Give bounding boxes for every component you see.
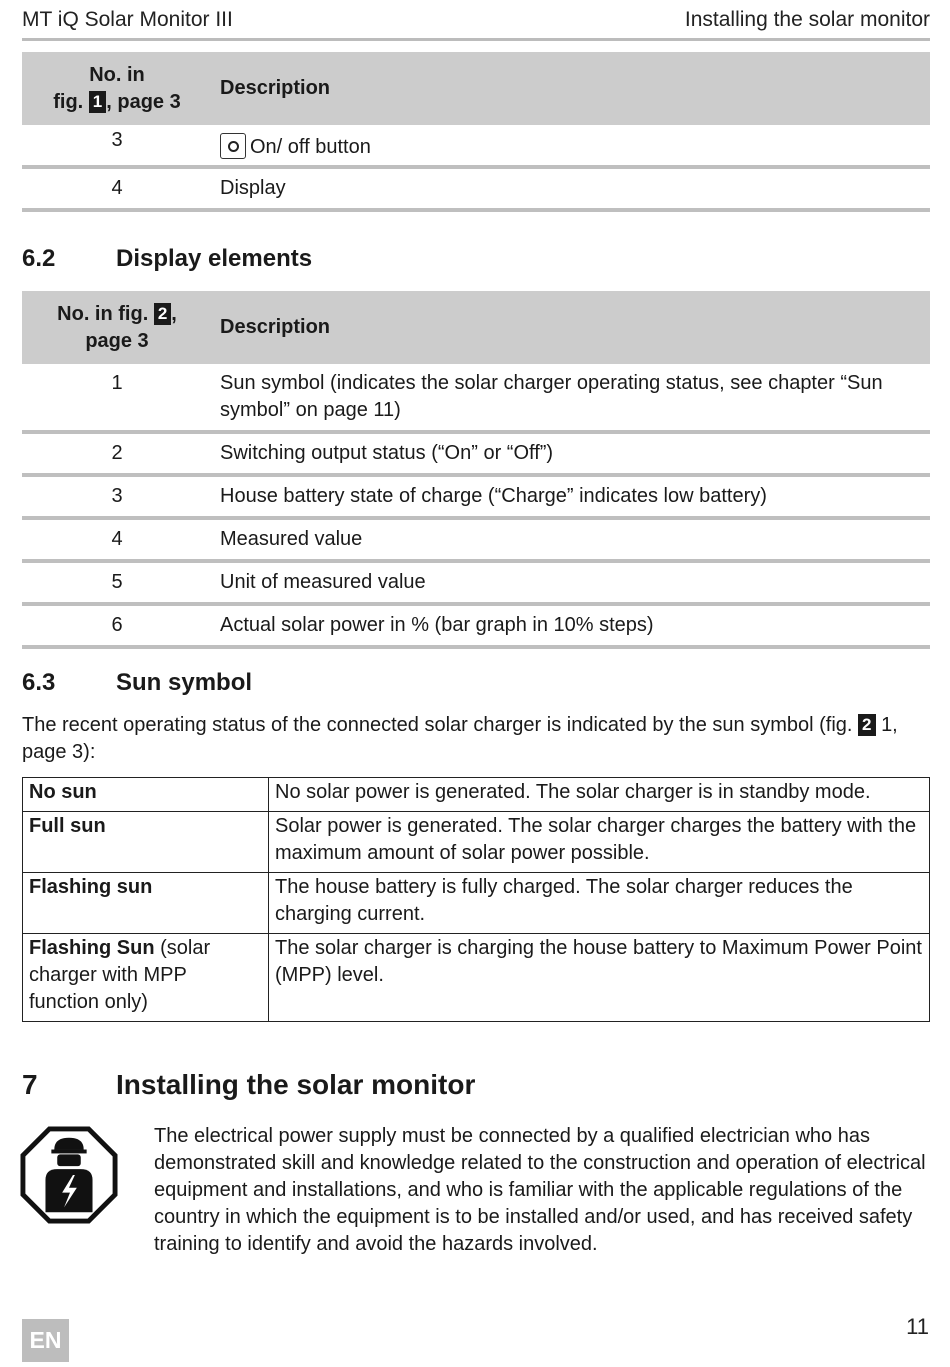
table-header-row — [22, 52, 930, 125]
section-heading-6-2: 6.2 Display elements — [22, 245, 313, 272]
row-description: On/ off button — [212, 125, 930, 167]
page-number: 11 — [906, 1314, 929, 1339]
table-row — [22, 364, 930, 432]
column-header-number: No. in fig. 1 , page 3 — [22, 52, 212, 125]
sun-state-description: The house battery is fully charged. The solar charger reduces the charging current. — [269, 873, 930, 934]
row-description: Switching output status (“On” or “Off”) — [212, 432, 930, 475]
table-row — [22, 125, 930, 167]
header-product-name: MT iQ Solar Monitor III — [22, 8, 233, 31]
figure-number-badge: 2 — [154, 303, 171, 325]
row-description: Sun symbol (indicates the solar charger operating status, see chapter “Sun symbol” on page 11) — [212, 364, 930, 432]
row-number: 5 — [22, 561, 212, 604]
row-number: 3 — [22, 475, 212, 518]
row-description: Unit of measured value — [212, 561, 930, 604]
sun-state-description: Solar power is generated. The solar charger charges the battery with the maximum amount of solar power possible. — [269, 812, 930, 873]
row-number: 1 — [22, 364, 212, 432]
safety-warning-text: The electrical power supply must be connected by a qualified electrician who has demonstrated skill and knowledge related to the construction and operation of electrical equipment and installations, and who is familiar with the applicable regulations of the country in which the equipment is to be installed and/or used, and has received safety training to identify and avoid the hazards involved. — [154, 1125, 926, 1255]
sun-symbol-table — [22, 777, 930, 1022]
table-row — [23, 934, 930, 1022]
figure-number-badge: 2 — [858, 714, 875, 736]
row-number: 2 — [22, 432, 212, 475]
column-header-number: No. in fig. 2 , page 3 — [22, 291, 212, 364]
table-row — [23, 812, 930, 873]
chapter-heading-7: 7 Installing the solar monitor — [22, 1069, 476, 1100]
sun-state-description: The solar charger is charging the house battery to Maximum Power Point (MPP) level. — [269, 934, 930, 1022]
language-badge: EN — [22, 1319, 69, 1362]
sun-state-label: No sun — [23, 778, 269, 812]
sun-state-label: Flashing sun — [23, 873, 269, 934]
controls-table — [22, 52, 930, 212]
table-row — [22, 518, 930, 561]
row-description: Actual solar power in % (bar graph in 10% steps) — [212, 604, 930, 647]
section-heading-6-3: 6.3 Sun symbol — [22, 669, 253, 696]
row-number: 3 — [22, 125, 212, 167]
row-number: 6 — [22, 604, 212, 647]
table-header-row — [22, 291, 930, 364]
row-number: 4 — [22, 167, 212, 210]
sun-state-description: No solar power is generated. The solar charger is in standby mode. — [269, 778, 930, 812]
table-row — [22, 432, 930, 475]
qualified-electrician-icon — [20, 1126, 118, 1224]
table-row — [23, 873, 930, 934]
sun-symbol-intro: The recent operating status of the connected solar charger is indicated by the sun symbol (fig. 2 1, page 3): — [22, 714, 898, 763]
header-chapter-title: Installing the solar monitor — [684, 8, 930, 31]
table-row — [22, 561, 930, 604]
table-row — [22, 167, 930, 210]
table-row — [23, 778, 930, 812]
table-row — [22, 604, 930, 647]
power-button-icon — [220, 133, 246, 159]
page-header — [22, 6, 930, 41]
row-number: 4 — [22, 518, 212, 561]
figure-number-badge: 1 — [89, 91, 106, 113]
row-description: Measured value — [212, 518, 930, 561]
sun-state-label: Flashing Sun (solar charger with MPP function only) — [23, 934, 269, 1022]
column-header-description: Description — [212, 291, 930, 364]
sun-state-label: Full sun — [23, 812, 269, 873]
table-row — [22, 475, 930, 518]
row-description: House battery state of charge (“Charge” indicates low battery) — [212, 475, 930, 518]
column-header-description: Description — [212, 52, 930, 125]
row-description: Display — [212, 167, 930, 210]
display-elements-table — [22, 291, 930, 649]
